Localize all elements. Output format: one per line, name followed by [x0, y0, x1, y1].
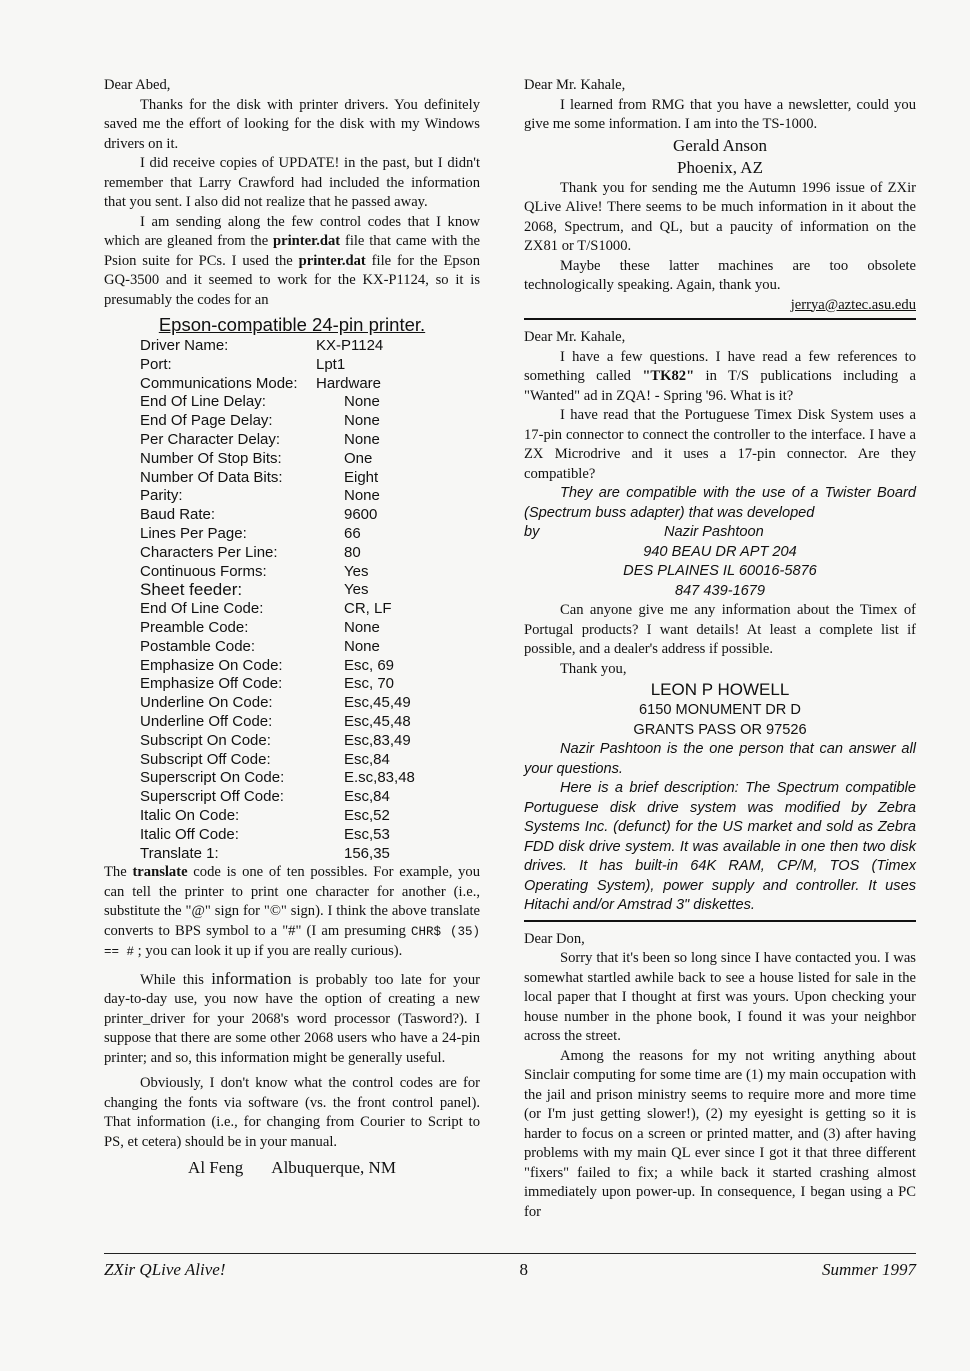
settings-row — [104, 544, 480, 563]
setting-value: None — [344, 412, 380, 430]
setting-value: None — [344, 637, 380, 655]
greeting: Dear Mr. Kahale, — [524, 77, 626, 93]
setting-value: Yes — [344, 581, 369, 599]
setting-value: One — [344, 449, 373, 467]
setting-value: Esc,84 — [344, 788, 390, 806]
setting-label: Number Of Data Bits: — [140, 468, 283, 486]
setting-label: Communications Mode: — [140, 374, 298, 392]
greeting: Dear Mr. Kahale, — [524, 329, 626, 345]
settings-row — [104, 581, 480, 600]
greeting: Dear Abed, — [104, 77, 171, 93]
answer-text: They are compatible with the use of a Twister Board (Spectrum buss adapter) that was developed — [524, 485, 916, 521]
settings-row — [104, 732, 480, 751]
paragraph: Obviously, I don't know what the control codes are for changing the fonts via software (vs. the front control panel). That information (i.e., for changing from Courier to Script to PS, et cetera) should be in your manual. — [104, 1075, 480, 1150]
setting-value: 9600 — [344, 506, 378, 524]
setting-label: Subscript Off Code: — [140, 750, 271, 768]
setting-label: End Of Line Code: — [140, 600, 264, 618]
settings-row — [104, 375, 480, 394]
address-line: 6150 MONUMENT DR D — [639, 702, 801, 718]
settings-row — [104, 412, 480, 431]
printer-heading: Epson-compatible 24-pin printer. — [158, 314, 426, 335]
phone-number: 847 439-1679 — [674, 582, 766, 599]
issue-date: Summer 1997 — [822, 1260, 916, 1279]
address-line: GRANTS PASS OR 97526 — [633, 721, 807, 738]
setting-value: None — [344, 618, 380, 636]
setting-label: Emphasize On Code: — [140, 656, 283, 674]
setting-value: None — [344, 393, 380, 411]
setting-value: Eight — [344, 468, 379, 486]
setting-value: Esc, 69 — [344, 656, 395, 674]
setting-value: None — [344, 430, 380, 448]
setting-label: Port: — [140, 355, 172, 373]
setting-value: Esc,83,49 — [344, 731, 411, 749]
paragraph: I am sending along the few control codes that I know which are gleaned from the printer.dat file that came with the Psion suite for PCs. I used the printer.dat file for the Epson GQ-3500 and it seemed to work for the KX-P1124, so it is presumably the codes for an — [104, 213, 480, 308]
settings-row — [104, 563, 480, 582]
setting-label: Postamble Code: — [140, 637, 256, 655]
setting-label: Underline On Code: — [140, 694, 273, 712]
settings-row — [104, 487, 480, 506]
setting-value: Esc,53 — [344, 825, 390, 843]
setting-label: End Of Line Delay: — [140, 393, 266, 411]
setting-value: E.sc,83,48 — [344, 769, 415, 787]
setting-label: Preamble Code: — [140, 618, 249, 636]
settings-row — [104, 469, 480, 488]
address-line: DES PLAINES IL 60016-5876 — [623, 563, 817, 579]
setting-value: Esc,52 — [344, 806, 390, 824]
setting-value: Esc, 70 — [344, 675, 395, 693]
answer-text: Here is a brief description: The Spectrum compatible Portuguese disk drive system was modified by Zebra Systems Inc. (defunct) for the US market and sold as Zebra FDD disk drive system. It was available in one then two disk drives. It has built-in 64K RAM, CP/M, TOS (Timex Operating System), power supply and controller. It uses Hitachi and/or Amstrad 3" diskettes. — [524, 780, 916, 913]
settings-row — [104, 600, 480, 619]
setting-value: Yes — [344, 562, 369, 580]
settings-row — [104, 751, 480, 770]
settings-row — [104, 826, 480, 845]
setting-label: Translate 1: — [140, 844, 219, 862]
setting-value: Hardware — [316, 374, 382, 392]
setting-value: 156,35 — [344, 844, 390, 862]
paragraph: I have read that the Portuguese Timex Disk System uses a 17-pin connector to connect the controller to the interface. I have a ZX Microdrive and it uses a 17-pin connector. Are they compatible? — [524, 407, 916, 482]
setting-label: Number Of Stop Bits: — [140, 449, 282, 467]
paragraph: Sorry that it's been so long since I have contacted you. I was somewhat startled awhile back to see a house listed for sale in the local paper that I thought at first was yours. Upon checking your house number in the phone book, I found it was your neighbor across the street. — [524, 950, 916, 1044]
closing: Thank you, — [560, 660, 627, 677]
settings-row — [104, 431, 480, 450]
setting-label: Subscript On Code: — [140, 731, 271, 749]
author-name: LEON P HOWELL — [650, 680, 790, 699]
settings-row — [104, 845, 480, 864]
signature-name: Al Feng — [188, 1158, 244, 1178]
paragraph: I have a few questions. I have read a few references to something called "TK82" in T/S publications including a "Wanted" ad in ZQA! - Spring '96. What is it? — [524, 348, 916, 404]
paragraph: Can anyone give me any information about the Timex of Portugal products? I want details! At least a complete list if possible, and a dealer's address if possible. — [524, 602, 916, 657]
setting-label: Parity: — [140, 487, 183, 505]
settings-row — [104, 694, 480, 713]
paragraph: While this information is probably too late for your day-to-day use, you now have the option of creating a new printer_driver for your 2068's word processor (Tasword?). I suppose that there are some other 2068 users who have a 24-pin printer; and so, this information might be generally useful. — [104, 968, 480, 1066]
setting-label: Sheet feeder: — [140, 580, 243, 600]
author-place: Phoenix, AZ — [677, 157, 763, 177]
settings-row — [104, 788, 480, 807]
author-name: Gerald Anson — [673, 135, 767, 155]
setting-label: Driver Name: — [140, 337, 229, 354]
settings-row — [104, 807, 480, 826]
setting-value: Esc,45,48 — [344, 712, 411, 730]
divider — [524, 920, 916, 922]
printer-settings-table — [104, 337, 480, 863]
settings-row — [104, 769, 480, 788]
settings-row — [104, 506, 480, 525]
setting-value: CR, LF — [344, 600, 392, 618]
address-line: 940 BEAU DR APT 204 — [643, 543, 797, 560]
paragraph: Thank you for sending me the Autumn 1996 issue of ZXir QLive Alive! There seems to be much information in it about the 2068, Spectrum, and QL, but a paucity of information on the ZX81 or T/S1000. — [524, 179, 916, 254]
page-number: 8 — [519, 1260, 529, 1279]
setting-value: 66 — [344, 524, 361, 542]
setting-label: Per Character Delay: — [140, 430, 281, 448]
page-footer — [104, 1253, 916, 1280]
paragraph: Among the reasons for my not writing anything about Sinclair computing for some time are (1) my main occupation with the jail and prison ministry seems to require more and more time (or I'm just getting slower!), (2) my eyesight is getting so it is harder to focus on a screen or printed matter, and (3) after having problems with my main QL ever since I got it that three different "fixers" failed to fix; a while back it started crashing almost immediately upon power-up. In consequence, I began using a PC for — [524, 1047, 916, 1220]
greeting: Dear Don, — [524, 930, 585, 947]
setting-label: Italic Off Code: — [140, 825, 239, 843]
setting-value: 80 — [344, 543, 361, 561]
setting-label: Italic On Code: — [140, 806, 240, 824]
settings-row — [104, 675, 480, 694]
paragraph: The translate code is one of ten possibles. For example, you can tell the printer to print one character for another (i.e., substitute the "@" sign for "©" sign). I think the above translate converts to BPS symbol to a "#" (I am presuming CHR$ (35) == # ; you can look it up if you are really curious). — [104, 864, 481, 960]
setting-value: None — [344, 487, 380, 505]
setting-label: Superscript Off Code: — [140, 788, 284, 806]
settings-row — [104, 525, 480, 544]
paragraph: Thanks for the disk with printer drivers. You definitely saved me the effort of looking for the disk with my Windows drivers on it. — [104, 96, 480, 152]
publication-title: ZXir QLive Alive! — [104, 1260, 226, 1279]
settings-row — [104, 657, 480, 676]
divider — [524, 318, 916, 320]
answer-text: Nazir Pashtoon is the one person that can answer all your questions. — [524, 741, 916, 777]
settings-row — [104, 393, 480, 412]
settings-row — [104, 713, 480, 732]
paragraph: I did receive copies of UPDATE! in the past, but I didn't remember that Larry Crawford had included the information that you sent. I also did not realize that he passed away. — [104, 155, 480, 210]
setting-label: Underline Off Code: — [140, 712, 273, 730]
setting-label: Continuous Forms: — [140, 562, 267, 580]
setting-label: Superscript On Code: — [140, 769, 285, 787]
setting-value: Lpt1 — [316, 355, 346, 373]
paragraph: Maybe these latter machines are too obsolete technologically speaking. Again, thank you. — [524, 257, 916, 293]
settings-row — [104, 619, 480, 638]
setting-label: Baud Rate: — [140, 506, 216, 524]
signature — [104, 1156, 480, 1180]
setting-label: Lines Per Page: — [140, 524, 247, 542]
settings-row — [104, 337, 480, 356]
email-link[interactable]: jerrya@aztec.asu.edu — [790, 296, 916, 313]
settings-row — [104, 450, 480, 469]
setting-label: End Of Page Delay: — [140, 412, 273, 430]
signature-place: Albuquerque, NM — [271, 1158, 396, 1178]
settings-row — [104, 638, 480, 657]
setting-value: Esc,84 — [344, 750, 390, 768]
setting-label: Emphasize Off Code: — [140, 675, 283, 693]
setting-value: Esc,45,49 — [344, 694, 411, 712]
setting-label: Characters Per Line: — [140, 543, 278, 561]
paragraph: I learned from RMG that you have a newsletter, could you give me some information. I am into the TS-1000. — [524, 96, 916, 132]
setting-value: KX-P1124 — [316, 337, 384, 354]
right-column — [524, 76, 916, 1222]
left-column — [104, 76, 480, 1180]
settings-row — [104, 356, 480, 375]
answer-byline: by Nazir Pashtoon — [524, 524, 764, 540]
